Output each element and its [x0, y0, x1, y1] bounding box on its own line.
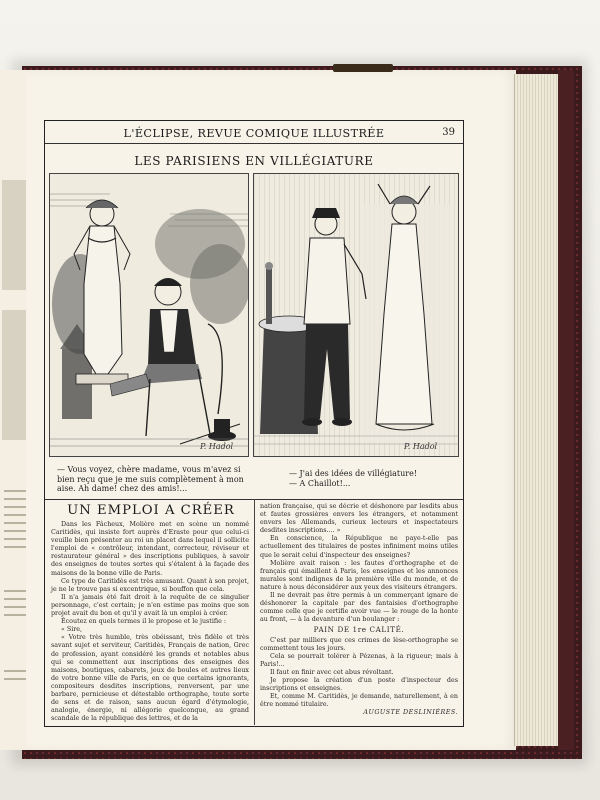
- paragraph: C'est par milliers que ces crimes de lèse-orthographe se commettent tous les jours.: [260, 636, 458, 652]
- paragraph: Ce type de Caritidès est très amusant. Quant à son projet, je ne le trouve pas si excentrique, si bouffon que cela.: [51, 577, 249, 593]
- page-number: 39: [442, 127, 455, 138]
- signature-right: P. Hadol: [404, 442, 438, 451]
- paragraph: Il faut en finir avec cet abus révoltant.: [270, 668, 394, 676]
- illustration-title: LES PARISIENS EN VILLÉGIATURE: [134, 154, 374, 168]
- binding-clip: [333, 64, 393, 72]
- column-divider: [254, 499, 255, 725]
- journal-title: L'ÉCLIPSE, REVUE COMIQUE ILLUSTRÉE: [123, 127, 385, 140]
- page-edges: [514, 74, 563, 746]
- article-title: UN EMPLOI A CRÉER: [67, 503, 235, 518]
- paragraph: Molière avait raison : les fautes d'orthographe et de français qui émaillent à Paris, les enseignes et les annonces murales sont indignes de la première ville du monde, et de nature à nous déconsidérer aux yeux des visiteurs étrangers.: [260, 559, 458, 591]
- paragraph: Cela se pourrait tolérer à Pézenas, à la rigueur; mais à Paris!...: [260, 652, 458, 668]
- illustration-right-panel: [253, 173, 459, 457]
- left-caption: — Vous voyez, chère madame, vous m'avez si bien reçu que je me suis complètement à mon aise. Ah dame! chez des amis!...: [57, 465, 244, 493]
- author-signature: AUGUSTE DESLINIÈRES.: [363, 709, 458, 717]
- right-caption-line1: — J'ai des idées de villégiature!: [289, 469, 418, 478]
- paragraph: Dans les Fâcheux, Molière met en scène un nommé Caritidès, qui insiste fort auprès d'Eraste pour que celui-ci veuille bien présenter au roi un placet dans lequel il sollicite l'emploi de « contrôleur, intendant, correcteur, réviseur et restaurateur général » des inscriptions publiques, à savoir des enseignes de toutes sortes qui s'étalent à la façade des maisons de la bonne ville de Paris.: [51, 521, 249, 577]
- paragraph: Et, comme M. Caritidès, je demande, naturellement, à en être nommé titulaire.: [260, 693, 458, 709]
- paragraph: nation française, qui se décrie et déshonore par lesdits abus et fautes grossières envers les étrangers, et notamment envers les Allemands, curieux lecteurs et inspectateurs desdites inscriptions.... »: [260, 503, 458, 535]
- paragraph: « Sire,: [61, 626, 83, 634]
- paragraph: Il ne devrait pas être permis à un commerçant ignare de déshonorer la capitale par des fantaisies d'orthographe comme celle que je certifie avoir vue — le rouge de la honte au front, — à la devanture d'un boulanger :: [260, 592, 458, 624]
- paragraph: Il n'a jamais été fait droit à la requête de ce singulier personnage, c'est certain; je n'en estime pas moins que son projet avait du bon et qu'il y avait là un emploi à créer.: [51, 593, 249, 618]
- paragraph: « Votre très humble, très obéissant, très fidèle et très savant sujet et serviteur, Caritidès, Français de nation, Grec de profession, ayant considéré les grands et notables abus qui se commettent aux inscriptions des enseignes des maisons, boutiques, cabarets, jeux de boules et autres lieux de votre bonne ville de Paris, en ce que certains ignorants, compositeurs desdites inscriptions, renversent, par une barbare, pernicieuse et détestable orthographe, toute sorte de sens et de raison, sans aucun égard d'étymologie, analogie, énergie, ni allégorie quelconque, au grand scandale de la république des lettres, et de la: [51, 634, 249, 723]
- paragraph: En conscience, la République ne paye-t-elle pas actuellement des titulaires de postes infiniment moins utiles que le serait celui d'inspecteur des enseignes?: [260, 535, 458, 559]
- article-column-2: [260, 503, 458, 717]
- illustration-right: [254, 174, 458, 456]
- article-column-1: [51, 521, 249, 723]
- cover-edge: [558, 70, 574, 750]
- right-caption-line2: — A Chaillot!...: [289, 479, 351, 488]
- paragraph: Écoutez en quels termes il le propose et le justifie :: [61, 618, 227, 626]
- header-rule: [45, 143, 463, 144]
- illustration-left-panel: [49, 173, 249, 457]
- illustration-left: [50, 174, 248, 456]
- shop-sign-quote: PAIN DE 1re CALITÉ.: [313, 625, 405, 635]
- signature-left: P. Hadol: [200, 442, 234, 451]
- page-frame: [44, 120, 464, 727]
- paragraph: Je propose la création d'un poste d'inspecteur des inscriptions et enseignes.: [260, 676, 458, 693]
